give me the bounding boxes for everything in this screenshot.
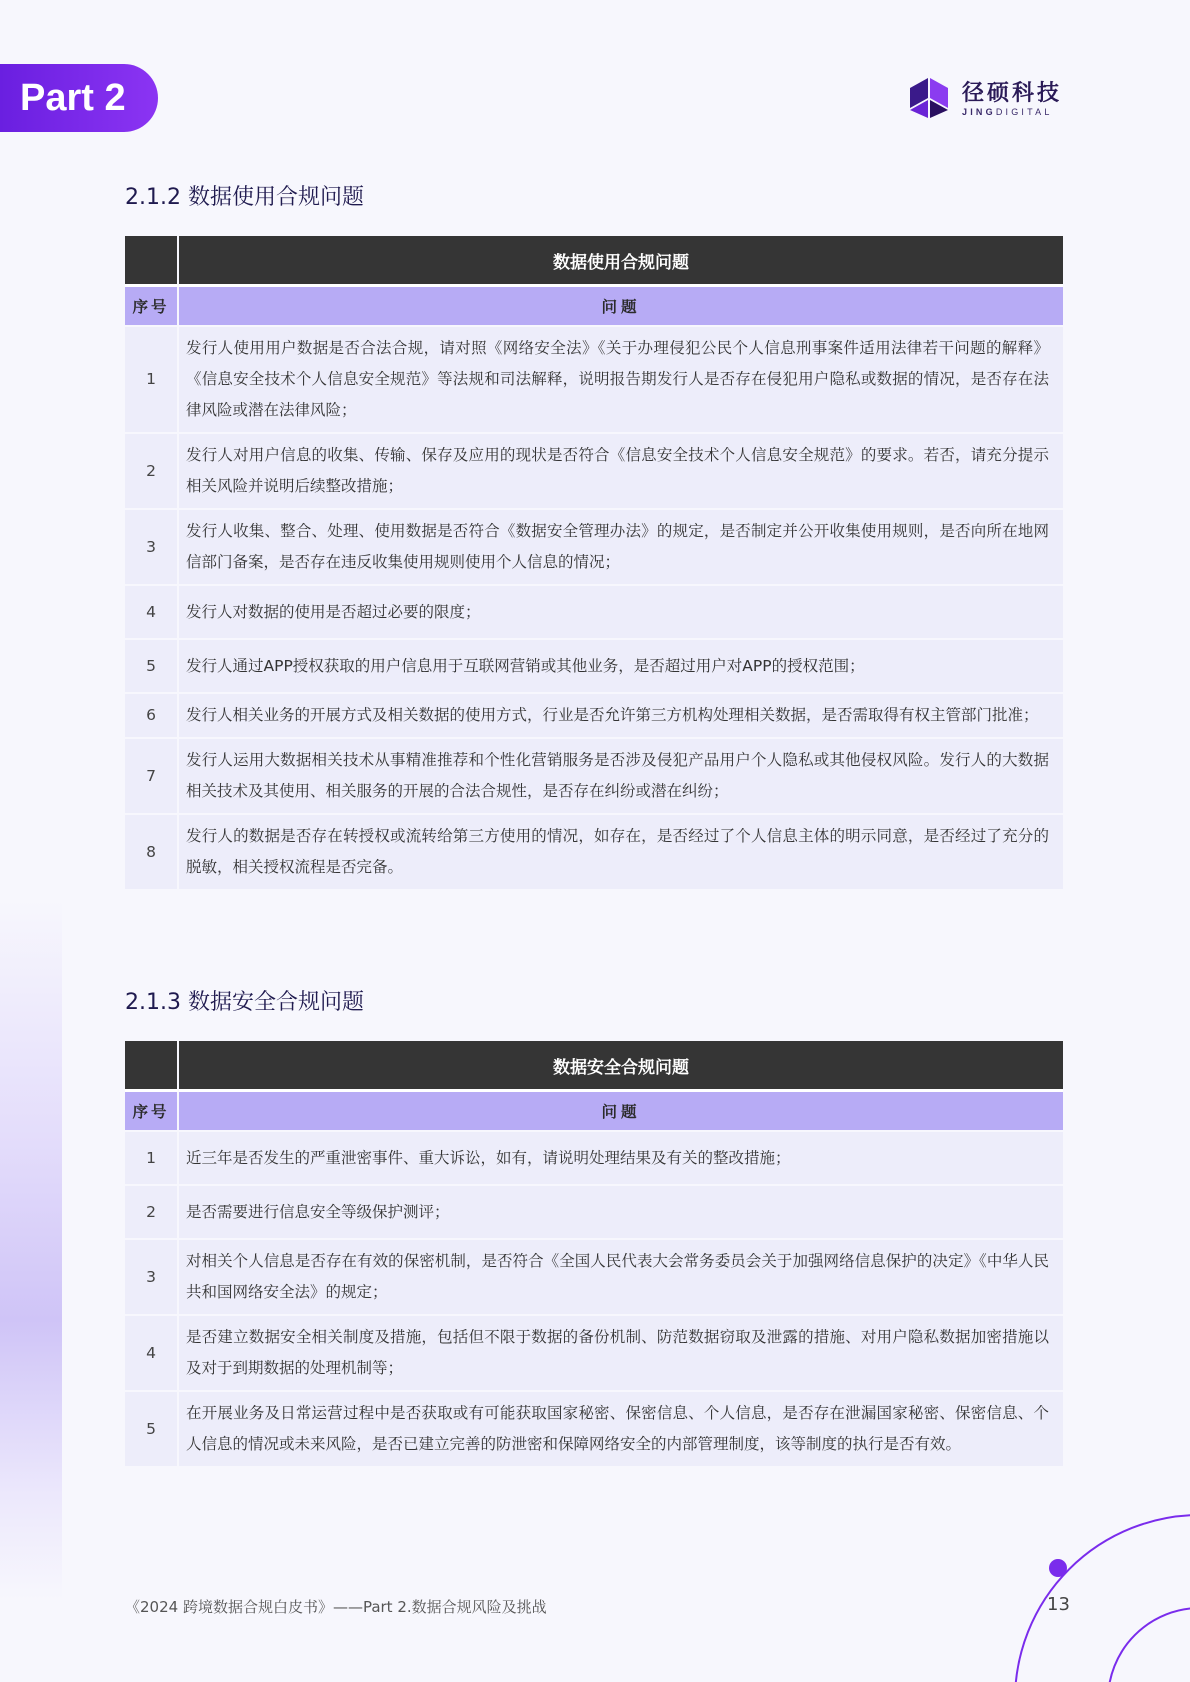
logo-mark-icon — [908, 74, 950, 120]
table-title: 数据安全合规问题 — [179, 1041, 1063, 1092]
row-number: 4 — [125, 584, 179, 638]
company-logo — [908, 74, 1068, 120]
column-header-no: 序号 — [125, 287, 179, 325]
row-text: 发行人对用户信息的收集、传输、保存及应用的现状是否符合《信息安全技术个人信息安全规范》的要求。若否，请充分提示相关风险并说明后续整改措施； — [179, 432, 1063, 508]
row-number: 3 — [125, 508, 179, 584]
row-text: 发行人收集、整合、处理、使用数据是否符合《数据安全管理办法》的规定，是否制定并公开收集使用规则，是否向所在地网信部门备案，是否存在违反收集使用规则使用个人信息的情况； — [179, 508, 1063, 584]
row-text: 发行人通过APP授权获取的用户信息用于互联网营销或其他业务，是否超过用户对APP的授权范围； — [179, 638, 1063, 692]
table-title: 数据使用合规问题 — [179, 236, 1063, 287]
table-row — [125, 325, 1063, 432]
row-text: 近三年是否发生的严重泄密事件、重大诉讼，如有，请说明处理结果及有关的整改措施； — [179, 1130, 1063, 1184]
table-row — [125, 737, 1063, 813]
row-text: 在开展业务及日常运营过程中是否获取或有可能获取国家秘密、保密信息、个人信息，是否存在泄漏国家秘密、保密信息、个人信息的情况或未来风险，是否已建立完善的防泄密和保障网络安全的内部管理制度，该等制度的执行是否有效。 — [179, 1390, 1063, 1466]
table-row — [125, 813, 1063, 889]
row-number: 5 — [125, 1390, 179, 1466]
row-number: 2 — [125, 1184, 179, 1238]
data-security-table — [125, 1041, 1063, 1466]
data-usage-table — [125, 236, 1063, 889]
table-row — [125, 1314, 1063, 1390]
row-text: 发行人对数据的使用是否超过必要的限度； — [179, 584, 1063, 638]
column-header-issue: 问题 — [179, 287, 1063, 325]
row-number: 6 — [125, 692, 179, 737]
row-number: 3 — [125, 1238, 179, 1314]
row-text: 是否需要进行信息安全等级保护测评； — [179, 1184, 1063, 1238]
row-number: 2 — [125, 432, 179, 508]
row-text: 发行人的数据是否存在转授权或流转给第三方使用的情况，如存在，是否经过了个人信息主体的明示同意，是否经过了充分的脱敏，相关授权流程是否完备。 — [179, 813, 1063, 889]
section-title: 2.1.2 数据使用合规问题 — [125, 185, 364, 210]
table-row — [125, 1238, 1063, 1314]
row-number: 7 — [125, 737, 179, 813]
row-text: 对相关个人信息是否存在有效的保密机制，是否符合《全国人民代表大会常务委员会关于加强网络信息保护的决定》《中华人民共和国网络安全法》的规定； — [179, 1238, 1063, 1314]
row-number: 8 — [125, 813, 179, 889]
table-row — [125, 584, 1063, 638]
footer-text: 《2024 跨境数据合规白皮书》——Part 2.数据合规风险及挑战 — [125, 1598, 547, 1616]
table-row — [125, 638, 1063, 692]
row-text: 是否建立数据安全相关制度及措施，包括但不限于数据的备份机制、防范数据窃取及泄露的措施、对用户隐私数据加密措施以及对于到期数据的处理机制等； — [179, 1314, 1063, 1390]
table-row — [125, 692, 1063, 737]
column-header-issue: 问题 — [179, 1092, 1063, 1130]
logo-text-cn: 径硕科技 — [962, 81, 1063, 106]
row-text: 发行人运用大数据相关技术从事精准推荐和个性化营销服务是否涉及侵犯产品用户个人隐私或其他侵权风险。发行人的大数据相关技术及其使用、相关服务的开展的合法合规性，是否存在纠纷或潜在纠纷； — [179, 737, 1063, 813]
row-number: 4 — [125, 1314, 179, 1390]
circle-decoration-icon — [1000, 1500, 1190, 1682]
table-row — [125, 432, 1063, 508]
table-corner — [125, 1041, 179, 1092]
page-number: 13 — [1047, 1594, 1070, 1615]
table-row — [125, 1390, 1063, 1466]
row-number: 1 — [125, 325, 179, 432]
logo-text-en: JINGDIGITAL — [962, 107, 1053, 117]
table-corner — [125, 236, 179, 287]
row-number: 5 — [125, 638, 179, 692]
side-decoration — [0, 900, 62, 1600]
column-header-no: 序号 — [125, 1092, 179, 1130]
row-text: 发行人相关业务的开展方式及相关数据的使用方式，行业是否允许第三方机构处理相关数据，是否需取得有权主管部门批准； — [179, 692, 1063, 737]
table-row — [125, 1130, 1063, 1184]
row-text: 发行人使用用户数据是否合法合规，请对照《网络安全法》《关于办理侵犯公民个人信息刑事案件适用法律若干问题的解释》《信息安全技术个人信息安全规范》等法规和司法解释，说明报告期发行人是否存在侵犯用户隐私或数据的情况，是否存在法律风险或潜在法律风险； — [179, 325, 1063, 432]
table-row — [125, 1184, 1063, 1238]
table-row — [125, 508, 1063, 584]
row-number: 1 — [125, 1130, 179, 1184]
section-title: 2.1.3 数据安全合规问题 — [125, 990, 364, 1015]
part-label: Part 2 — [0, 64, 158, 132]
